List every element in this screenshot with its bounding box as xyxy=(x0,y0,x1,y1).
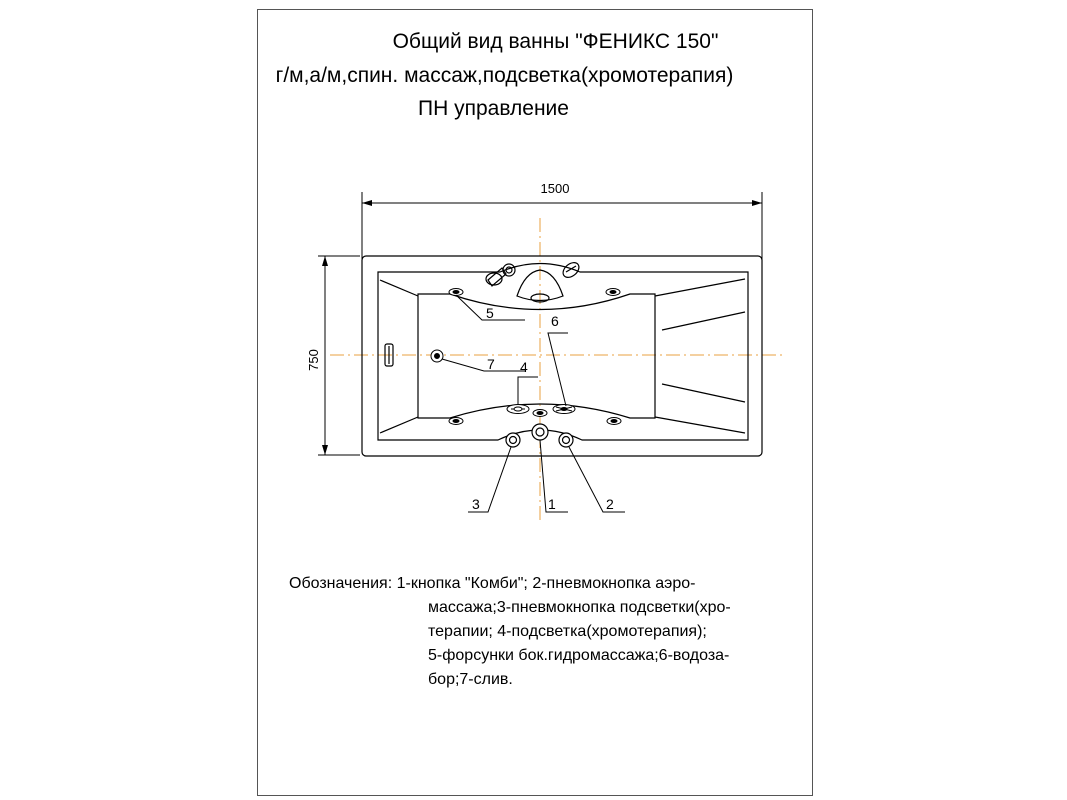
drawing-title: Общий вид ванны "ФЕНИКС 150" xyxy=(392,30,719,53)
length-dimension-label: 1500 xyxy=(540,181,570,196)
callout-4: 4 xyxy=(520,359,528,375)
callout-6: 6 xyxy=(551,313,559,329)
bathtub-outline xyxy=(362,256,762,456)
callout-3: 3 xyxy=(472,496,480,512)
drawing-subtitle-control: ПН управление xyxy=(418,97,569,120)
callout-7: 7 xyxy=(487,356,495,372)
tub-outer-rim xyxy=(362,256,762,456)
legend-line-1: Обозначения: 1-кнопка "Комби"; 2-пневмокнопка аэро- xyxy=(289,575,696,592)
combi-button xyxy=(532,424,548,440)
tub-basin xyxy=(418,294,655,418)
legend-line-2: массажа;3-пневмокнопка подсветки(хро- xyxy=(428,599,731,616)
length-dimension xyxy=(362,192,762,262)
legend-line-4: 5-форсунки бок.гидромассажа;6-водоза- xyxy=(428,647,730,664)
callout-1: 1 xyxy=(548,496,556,512)
legend-line-5: бор;7-слив. xyxy=(428,671,513,688)
width-dimension-label: 750 xyxy=(306,349,321,371)
water-intake xyxy=(553,405,575,414)
drain xyxy=(431,350,443,362)
drawing-subtitle-features: г/м,а/м,спин. массаж,подсветка(хромотерапия) xyxy=(275,64,734,87)
aeromassage-pneumo-button xyxy=(559,433,573,447)
chromotherapy-lights xyxy=(507,405,529,414)
center-lines xyxy=(330,218,785,520)
legend-line-3: терапии; 4-подсветка(хромотерапия); xyxy=(428,623,707,640)
headrest-fittings xyxy=(486,260,582,302)
callout-5: 5 xyxy=(486,305,494,321)
callout-2: 2 xyxy=(606,496,614,512)
light-pneumo-button xyxy=(506,433,520,447)
